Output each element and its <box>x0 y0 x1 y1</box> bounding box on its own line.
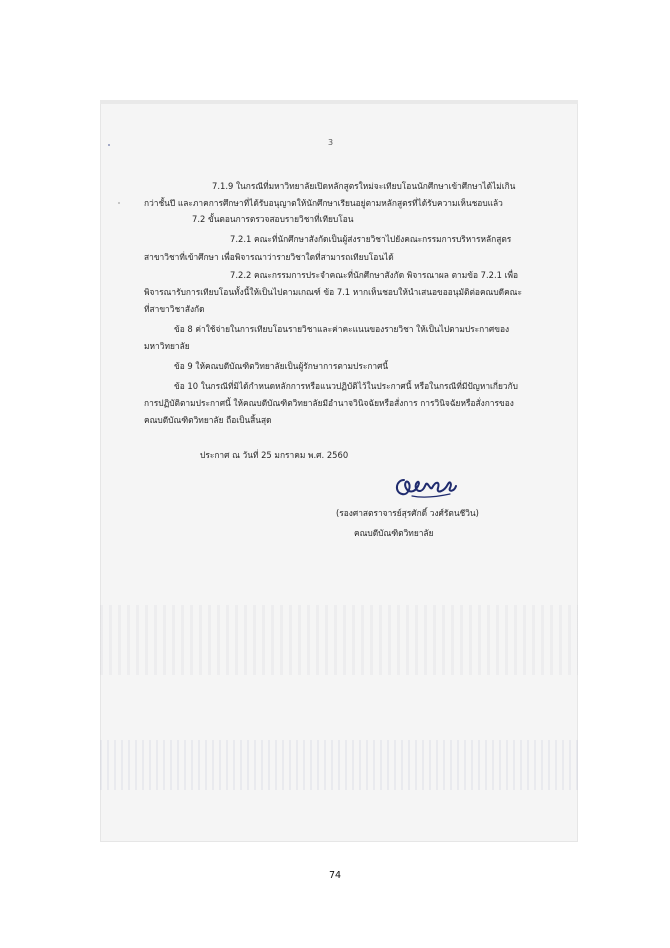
announce-date: ประกาศ ณ วันที่ 25 มกราคม พ.ศ. 2560 <box>200 450 349 460</box>
paragraph-line: ข้อ 10 ในกรณีที่มิได้กำหนดหลักการหรือแนวปฏิบัติไว้ในประกาศนี้ หรือในกรณีที่มีปัญหาเกี่ยวกับ <box>174 381 518 391</box>
document-page-number: 3 <box>328 138 334 147</box>
paragraph-line: สาขาวิชาที่เข้าศึกษา เพื่อพิจารณาว่ารายวิชาใดที่สามารถเทียบโอนได้ <box>144 252 394 262</box>
scan-artifact <box>100 605 578 675</box>
paragraph-line: ข้อ 9 ให้คณบดีบัณฑิตวิทยาลัยเป็นผู้รักษาการตามประกาศนี้ <box>174 361 389 371</box>
signature-image <box>392 472 462 502</box>
paragraph-line: กว่าชั้นปี และภาคการศึกษาที่ได้รับอนุญาตให้นักศึกษาเรียนอยู่ตามหลักสูตรที่ได้รับความเห็นชอบแล้ว <box>144 198 503 208</box>
scan-edge <box>100 100 578 104</box>
paragraph-line: ที่สาขาวิชาสังกัด <box>144 304 205 314</box>
paragraph-line: คณบดีบัณฑิตวิทยาลัย ถือเป็นสิ้นสุด <box>144 415 272 425</box>
scan-speck <box>118 202 120 204</box>
paragraph-line: การปฏิบัติตามประกาศนี้ ให้คณบดีบัณฑิตวิทยาลัยมีอำนาจวินิจฉัยหรือสั่งการ การวินิจฉัยหรือสั่งการของ <box>144 398 514 408</box>
scanned-page <box>100 100 578 842</box>
page-number: 74 <box>328 870 342 881</box>
section-heading: 7.2 ขั้นตอนการตรวจสอบรายวิชาที่เทียบโอน <box>192 214 354 224</box>
signer-name: (รองศาสตราจารย์สุรศักดิ์ วงศ์รัตนชีวิน) <box>336 508 479 518</box>
paragraph-line: 7.2.1 คณะที่นักศึกษาสังกัดเป็นผู้ส่งรายวิชาไปยังคณะกรรมการบริหารหลักสูตร <box>230 234 512 244</box>
paragraph-line: พิจารณารับการเทียบโอนทั้งนี้ให้เป็นไปตามเกณฑ์ ข้อ 7.1 หากเห็นชอบให้นำเสนอขออนุมัติต่อคณบดีคณะ <box>144 287 522 297</box>
paragraph-line: 7.2.2 คณะกรรมการประจำคณะที่นักศึกษาสังกัด พิจารณาผล ตามข้อ 7.2.1 เพื่อ <box>230 270 519 280</box>
signer-title: คณบดีบัณฑิตวิทยาลัย <box>354 528 434 538</box>
scan-speck <box>108 144 110 146</box>
paragraph-line: ข้อ 8 ค่าใช้จ่ายในการเทียบโอนรายวิชาและค่าคะแนนของรายวิชา ให้เป็นไปตามประกาศของ <box>174 324 510 334</box>
scan-artifact <box>100 740 578 790</box>
paragraph-line: มหาวิทยาลัย <box>144 341 190 351</box>
paragraph-line: 7.1.9 ในกรณีที่มหาวิทยาลัยเปิดหลักสูตรใหม่จะเทียบโอนนักศึกษาเข้าศึกษาได้ไม่เกิน <box>212 181 516 191</box>
